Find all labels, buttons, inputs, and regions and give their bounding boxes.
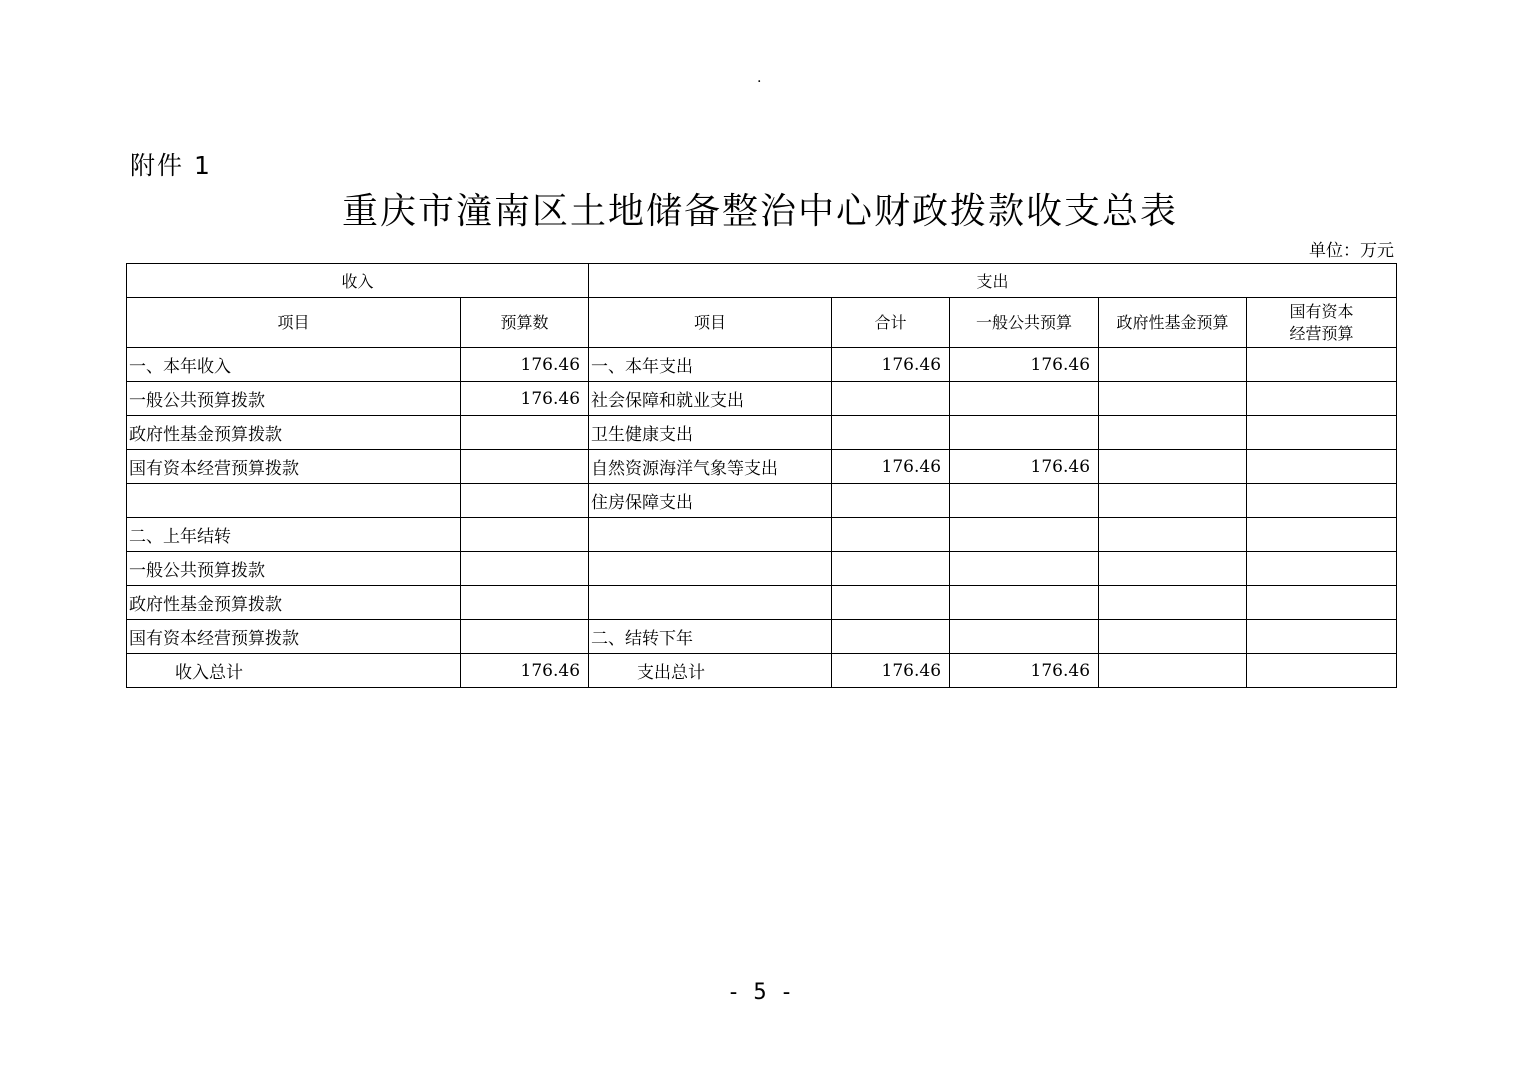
table-cell (1247, 620, 1397, 654)
table-cell (1247, 518, 1397, 552)
table-cell (589, 586, 832, 620)
column-header: 合计 (832, 298, 950, 348)
group-header-row (127, 264, 1397, 298)
table-cell (950, 382, 1099, 416)
table-cell (1099, 518, 1247, 552)
table-cell (461, 586, 589, 620)
table-cell (461, 484, 589, 518)
table-cell (1099, 552, 1247, 586)
table-cell (589, 552, 832, 586)
table-cell: 176.46 (832, 450, 950, 484)
table-cell: 卫生健康支出 (589, 416, 832, 450)
table-cell: 176.46 (461, 348, 589, 382)
table-cell: 一、本年支出 (589, 348, 832, 382)
table-cell (127, 484, 461, 518)
table-cell (1247, 382, 1397, 416)
table-cell (832, 416, 950, 450)
budget-table (126, 263, 1397, 688)
table-cell (950, 552, 1099, 586)
table-cell (1099, 586, 1247, 620)
table-cell: 176.46 (950, 348, 1099, 382)
table-cell (832, 518, 950, 552)
table-row (127, 518, 1397, 552)
table-cell (461, 416, 589, 450)
table-cell: 国有资本经营预算拨款 (127, 450, 461, 484)
table-cell (461, 450, 589, 484)
table-cell (832, 552, 950, 586)
table-cell: 支出总计 (589, 654, 832, 688)
table-cell (1247, 450, 1397, 484)
table-row (127, 620, 1397, 654)
table-cell: 国有资本经营预算拨款 (127, 620, 461, 654)
table-cell (461, 518, 589, 552)
table-cell: 一、本年收入 (127, 348, 461, 382)
column-header: 政府性基金预算 (1099, 298, 1247, 348)
table-row (127, 484, 1397, 518)
table-cell: 二、上年结转 (127, 518, 461, 552)
column-header: 国有资本 经营预算 (1247, 298, 1397, 348)
table-cell: 政府性基金预算拨款 (127, 416, 461, 450)
table-cell (1247, 654, 1397, 688)
table-cell (1099, 620, 1247, 654)
table-row (127, 654, 1397, 688)
table-cell (832, 484, 950, 518)
table-cell: 住房保障支出 (589, 484, 832, 518)
table-cell (950, 586, 1099, 620)
table-row (127, 450, 1397, 484)
table-cell (1247, 552, 1397, 586)
table-cell: 自然资源海洋气象等支出 (589, 450, 832, 484)
table-cell: 176.46 (832, 654, 950, 688)
expense-group-header: 支出 (589, 264, 1397, 298)
table-cell: 176.46 (832, 348, 950, 382)
table-row (127, 552, 1397, 586)
table-cell (1099, 654, 1247, 688)
table-cell (1247, 484, 1397, 518)
table-cell (1099, 484, 1247, 518)
table-cell: 一般公共预算拨款 (127, 552, 461, 586)
table-row (127, 586, 1397, 620)
column-header: 项目 (127, 298, 461, 348)
table-cell (461, 620, 589, 654)
column-header: 预算数 (461, 298, 589, 348)
column-header: 项目 (589, 298, 832, 348)
table-cell: 一般公共预算拨款 (127, 382, 461, 416)
table-cell: 176.46 (461, 654, 589, 688)
table-cell (1099, 348, 1247, 382)
table-cell (1247, 416, 1397, 450)
table-row (127, 382, 1397, 416)
table-cell (1099, 382, 1247, 416)
table-row (127, 416, 1397, 450)
column-header-row (127, 298, 1397, 348)
table-cell (1099, 450, 1247, 484)
table-row (127, 348, 1397, 382)
page-title: 重庆市潼南区土地储备整治中心财政拨款收支总表 (341, 191, 1178, 232)
table-cell (461, 552, 589, 586)
table-cell: 176.46 (461, 382, 589, 416)
table-cell (832, 620, 950, 654)
table-cell: 二、结转下年 (589, 620, 832, 654)
table-cell (1099, 416, 1247, 450)
unit-label: 单位：万元 (1309, 241, 1394, 261)
table-cell: 收入总计 (127, 654, 461, 688)
header-mark: . (757, 70, 762, 86)
table-cell (832, 586, 950, 620)
table-cell (1247, 348, 1397, 382)
table-cell (950, 620, 1099, 654)
attachment-label: 附件 1 (130, 151, 212, 180)
table-cell: 176.46 (950, 450, 1099, 484)
table-cell: 社会保障和就业支出 (589, 382, 832, 416)
table-cell: 176.46 (950, 654, 1099, 688)
table-cell (589, 518, 832, 552)
table-cell (950, 484, 1099, 518)
table-cell (1247, 586, 1397, 620)
table-cell (832, 382, 950, 416)
income-group-header: 收入 (127, 264, 589, 298)
table-cell (950, 518, 1099, 552)
page-number: - 5 - (726, 980, 794, 1005)
column-header: 一般公共预算 (950, 298, 1099, 348)
table-cell (950, 416, 1099, 450)
table-cell: 政府性基金预算拨款 (127, 586, 461, 620)
